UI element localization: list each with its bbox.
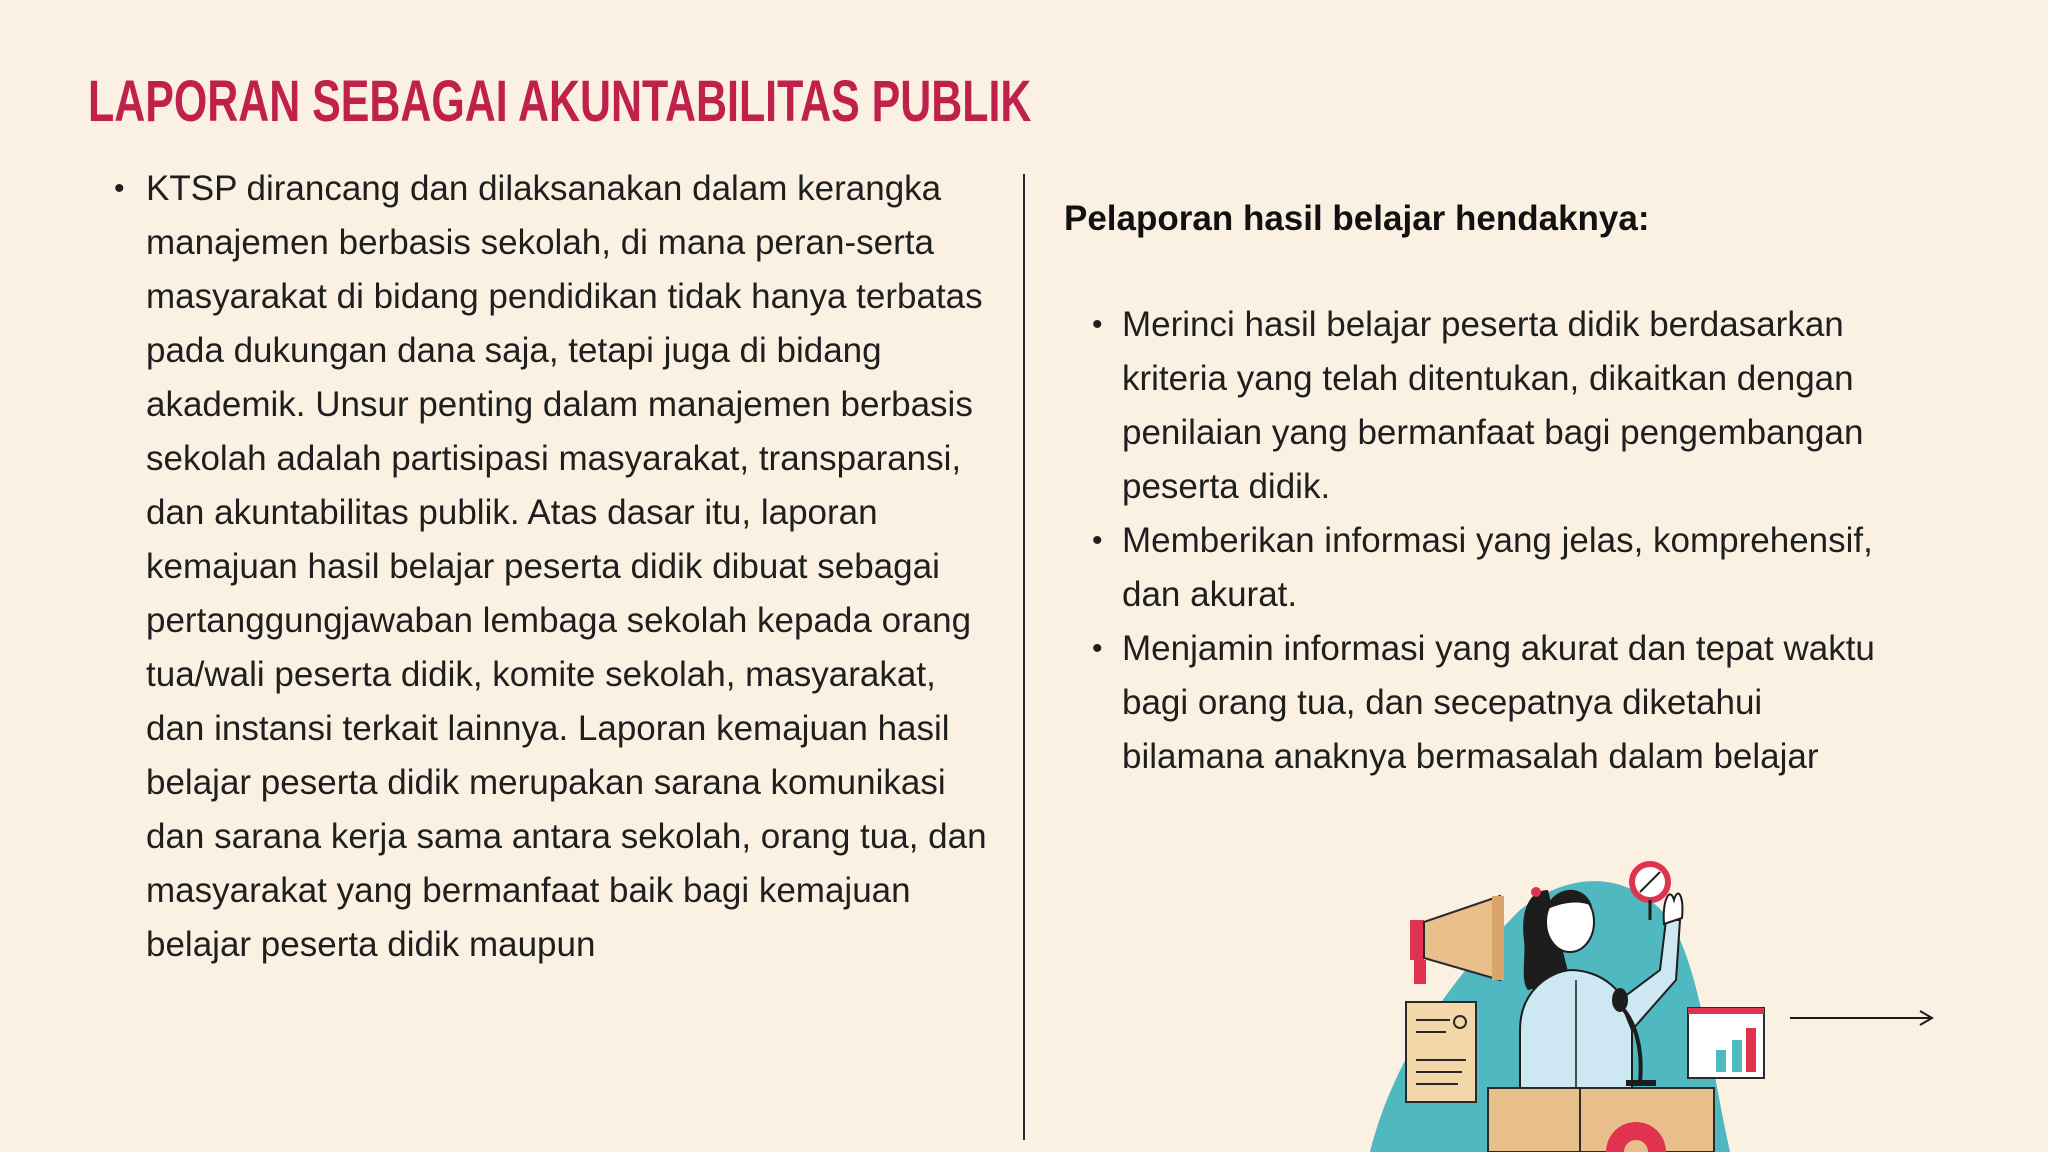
list-item — [1064, 622, 1884, 784]
bullet-icon: • — [114, 172, 125, 205]
list-item — [1064, 514, 1884, 622]
left-column — [114, 162, 994, 972]
left-paragraph: KTSP dirancang dan dilaksanakan dalam kerangka manajemen berbasis sekolah, di mana peran-serta masyarakat di bidang pendidikan tidak hanya terbatas pada dukungan dana saja, tetapi juga di bidang akademik. Unsur penting dalam manajemen berbasis sekolah adalah partisipasi masyarakat, transparansi, dan akuntabilitas publik. Atas dasar itu, laporan kemajuan hasil belajar peserta didik dibuat sebagai pertanggungjawaban lembaga sekolah kepada orang tua/wali peserta didik, komite sekolah, masyarakat, dan instansi terkait lainnya. Laporan kemajuan hasil belajar peserta didik merupakan sarana komunikasi dan sarana kerja sama antara sekolah, orang tua, dan masyarakat yang bermanfaat baik bagi kemajuan belajar peserta didik maupun — [146, 169, 987, 964]
list-item — [114, 162, 994, 972]
left-bullet-list — [114, 162, 994, 972]
right-bullet-list — [1064, 298, 1884, 784]
list-item-text: Menjamin informasi yang akurat dan tepat waktu bagi orang tua, dan secepatnya diketahui bilamana anaknya bermasalah dalam belajar — [1122, 629, 1875, 776]
podium-icon — [1488, 1088, 1714, 1152]
list-item-text: Merinci hasil belajar peserta didik berdasarkan kriteria yang telah ditentukan, dikaitkan dengan penilaian yang bermanfaat bagi pengembangan peserta didik. — [1122, 305, 1864, 506]
right-heading: Pelaporan hasil belajar hendaknya: — [1064, 199, 1650, 238]
arrow-right-icon — [1790, 1004, 1936, 1032]
bullet-icon: • — [1092, 308, 1103, 341]
list-item-text: Memberikan informasi yang jelas, komprehensif, dan akurat. — [1122, 521, 1873, 614]
bullet-icon: • — [1092, 524, 1103, 557]
megaphone-icon — [1410, 896, 1504, 984]
document-icon — [1406, 1002, 1476, 1102]
speaker-illustration — [1370, 860, 1770, 1152]
column-divider — [1023, 174, 1025, 1140]
bullet-icon: • — [1092, 632, 1103, 665]
slide-title: LAPORAN SEBAGAI AKUNTABILITAS PUBLIK — [88, 69, 1032, 134]
list-item — [1064, 298, 1884, 514]
bar-chart-icon — [1688, 1008, 1764, 1078]
right-column — [1064, 192, 1884, 784]
